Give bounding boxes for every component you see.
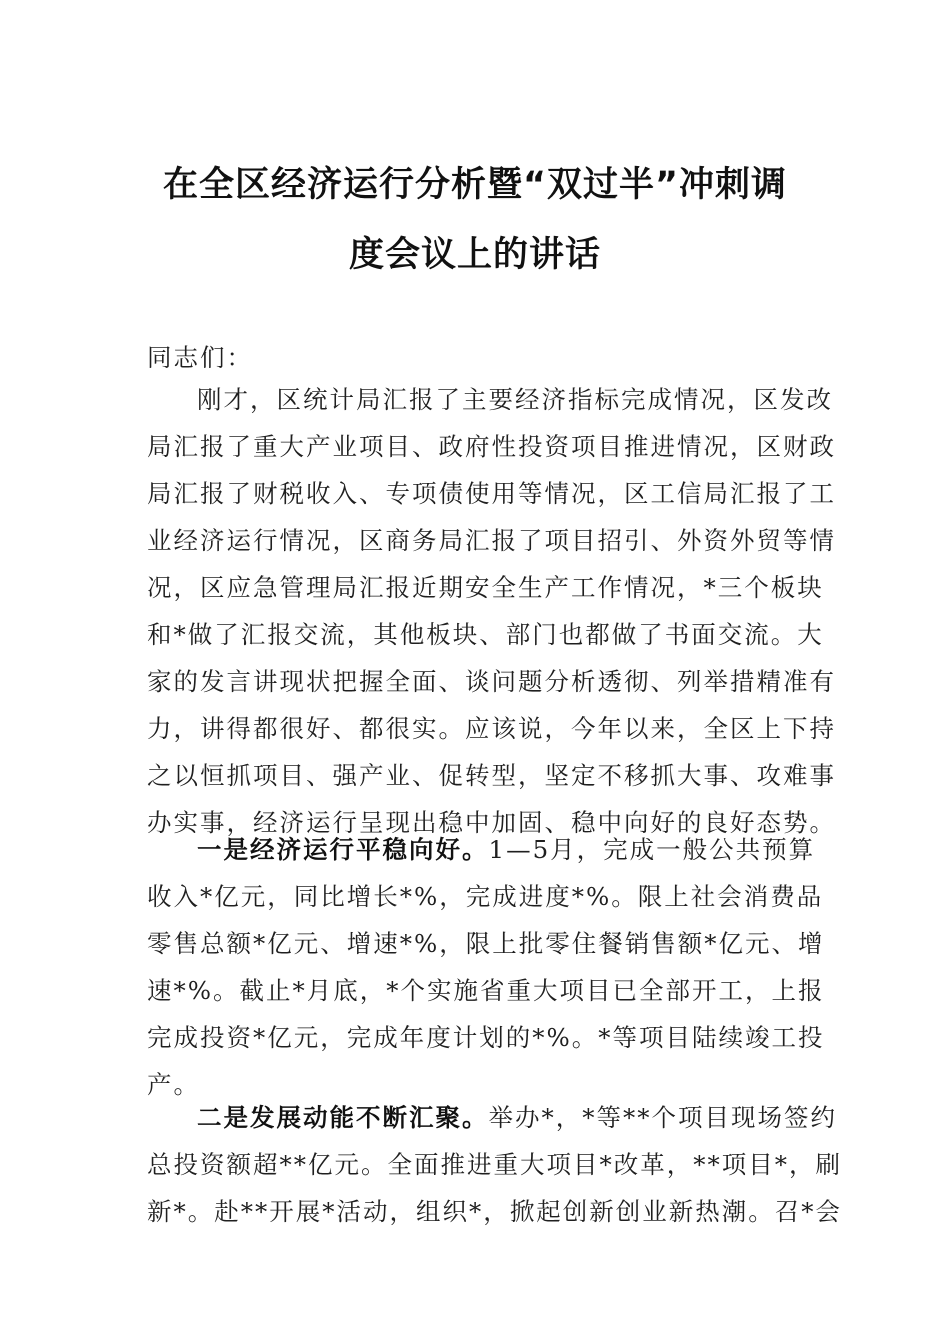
- paragraph-line: 产。: [147, 1070, 200, 1099]
- paragraph-intro: [147, 376, 836, 846]
- paragraph-line: 局汇报了重大产业项目、政府性投资项目推进情况，区财政: [147, 432, 836, 461]
- paragraph-lead-heading: 一是经济运行平稳向好。: [197, 835, 489, 864]
- paragraph-line: 刚才，区统计局汇报了主要经济指标完成情况，区发改: [197, 385, 833, 414]
- paragraph-line: 局汇报了财税收入、专项债使用等情况，区工信局汇报了工: [147, 479, 836, 508]
- paragraph-economy: [147, 826, 825, 1108]
- paragraph-line: 办实事，经济运行呈现出稳中加固、稳中向好的良好态势。: [147, 808, 836, 837]
- salutation: [147, 334, 807, 381]
- paragraph-line: 力，讲得都很好、都很实。应该说，今年以来，全区上下持: [147, 714, 836, 743]
- paragraph-first-line-text: 举办*，*等**个项目现场签约: [488, 1103, 837, 1132]
- paragraph-line: 收入*亿元，同比增长*%，完成进度*%。限上社会消费品: [147, 882, 824, 911]
- paragraph-line: 家的发言讲现状把握全面、谈问题分析透彻、列举措精准有: [147, 667, 836, 696]
- paragraph-lead-heading: 二是发展动能不断汇聚。: [197, 1103, 489, 1132]
- paragraph-line: 零售总额*亿元、增速*%，限上批零住餐销售额*亿元、增: [147, 929, 825, 958]
- paragraph-line: 和*做了汇报交流，其他板块、部门也都做了书面交流。大: [147, 620, 824, 649]
- paragraph-line: 完成投资*亿元，完成年度计划的*%。*等项目陆续竣工投: [147, 1023, 825, 1052]
- paragraph-line: 总投资额超**亿元。全面推进重大项目*改革，**项目*，刷: [147, 1150, 842, 1179]
- paragraph-first-line: [147, 826, 816, 873]
- paragraph-line: 况，区应急管理局汇报近期安全生产工作情况，*三个板块: [147, 573, 824, 602]
- paragraph-first-line-text: 1—5月，完成一般公共预算: [488, 835, 816, 864]
- salutation-text: 同志们：: [147, 343, 253, 372]
- document-title-line-2: 度会议上的讲话: [348, 235, 601, 275]
- paragraph-line: 之以恒抓项目、强产业、促转型，坚定不移抓大事、攻难事: [147, 761, 836, 790]
- paragraph-line: 速*%。截止*月底，*个实施省重大项目已全部开工，上报: [147, 976, 825, 1005]
- document-title-line-1: 在全区经济运行分析暨“双过半”冲刺调: [162, 165, 787, 205]
- paragraph-first-line: [147, 1094, 837, 1141]
- paragraph-line: 业经济运行情况，区商务局汇报了项目招引、外资外贸等情: [147, 526, 836, 555]
- paragraph-momentum: [147, 1094, 842, 1235]
- paragraph-line: 新*。赴**开展*活动，组织*，掀起创新创业新热潮。召*会: [147, 1197, 842, 1226]
